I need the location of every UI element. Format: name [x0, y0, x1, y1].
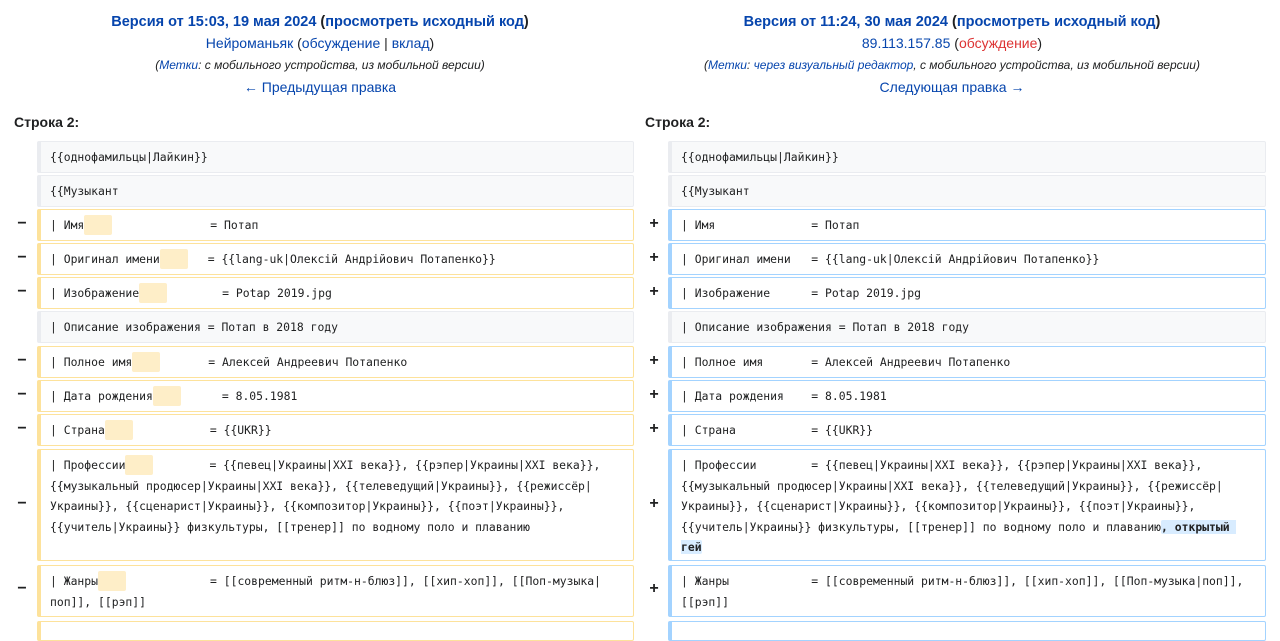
- new-tags-text: , с мобильного устройства, из мобильной версии: [913, 58, 1196, 72]
- old-line-number: Строка 2:: [14, 114, 80, 130]
- deleted-line-cell: [37, 380, 634, 412]
- added-line-cell: [668, 621, 1266, 641]
- minus-marker: −: [17, 495, 27, 512]
- deleted-line-cell: [37, 209, 634, 241]
- added-line-cell: | Жанры = [[современный ритм-н-блюз]], [[хип-хоп]], [[Поп-музыка|поп]], [[рэп]]: [668, 565, 1266, 617]
- param-name: | Изображение: [50, 286, 140, 300]
- param-value: = Потап: [210, 218, 259, 232]
- old-revision-title: Версия от 15:03, 19 мая 2024 (просмотреть исходный код): [111, 14, 529, 30]
- deleted-whitespace: [160, 249, 188, 269]
- plus-marker: +: [649, 283, 659, 300]
- deleted-whitespace: [132, 352, 160, 372]
- deleted-whitespace: [139, 283, 167, 303]
- old-user-link[interactable]: Нейроманьяк: [205, 35, 294, 51]
- old-user-talk-link[interactable]: обсуждение: [301, 35, 381, 51]
- plus-marker: +: [649, 420, 659, 437]
- old-tags-text: : с мобильного устройства, из мобильной версии: [198, 58, 481, 72]
- plus-marker: +: [649, 386, 659, 403]
- param-value: = {{UKR}}: [209, 423, 272, 437]
- deleted-whitespace: [98, 571, 126, 591]
- added-line-cell: | Страна = {{UKR}}: [668, 414, 1266, 446]
- context-cell-new: | Описание изображения = Потап в 2018 году: [668, 311, 1266, 343]
- param-name: | Оригинал имени: [50, 252, 160, 266]
- new-user-ip-link[interactable]: 89.113.157.85: [861, 35, 951, 51]
- param-name: | Профессии: [50, 458, 126, 472]
- new-line-number: Строка 2:: [645, 114, 711, 130]
- param-name: | Жанры: [50, 574, 99, 588]
- deleted-line-cell: [37, 346, 634, 378]
- old-revision-date-link[interactable]: Версия от 15:03, 19 мая 2024: [111, 14, 317, 30]
- context-cell-old: {{однофамильцы|Лайкин}}: [37, 141, 634, 173]
- param-value: = Potap 2019.jpg: [222, 286, 332, 300]
- new-view-source-link[interactable]: просмотреть исходный код: [956, 14, 1156, 30]
- plus-marker: +: [649, 580, 659, 597]
- added-line-cell: [668, 449, 1266, 561]
- minus-marker: −: [17, 215, 27, 232]
- old-user-contrib-link[interactable]: вклад: [391, 35, 430, 51]
- added-line-cell: | Полное имя = Алексей Андреевич Потапенко: [668, 346, 1266, 378]
- param-value: = [[современный ритм-н-блюз]], [[хип-хоп]], [[Поп-музыка|поп]], [[рэп]]: [50, 574, 601, 609]
- minus-marker: −: [17, 283, 27, 300]
- old-revision-header: [0, 0, 640, 98]
- old-revision-tags: (Метки: с мобильного устройства, из мобильной версии): [155, 58, 485, 72]
- minus-marker: −: [17, 249, 27, 266]
- plus-marker: +: [649, 352, 659, 369]
- visual-editor-tag-link[interactable]: через визуальный редактор: [753, 58, 914, 72]
- added-line-cell: | Изображение = Potap 2019.jpg: [668, 277, 1266, 309]
- added-line-cell: | Имя = Потап: [668, 209, 1266, 241]
- new-revision-date-link[interactable]: Версия от 11:24, 30 мая 2024: [743, 14, 948, 30]
- minus-marker: −: [17, 420, 27, 437]
- deleted-whitespace: [125, 455, 153, 475]
- param-name: | Страна: [50, 423, 105, 437]
- new-tags-link[interactable]: Метки: [708, 58, 747, 72]
- new-revision-user: 89.113.157.85 (обсуждение): [861, 35, 1043, 51]
- param-name: | Имя: [50, 218, 85, 232]
- deleted-line-cell: [37, 449, 634, 561]
- old-tags-link[interactable]: Метки: [159, 58, 199, 72]
- new-user-talk-link[interactable]: обсуждение: [958, 35, 1038, 51]
- deleted-line-cell: [37, 277, 634, 309]
- added-line-text: | Профессии = {{певец|Украины|XXI века}}, {{рэпер|Украины|XXI века}}, {{музыкальный продюсер|Украины|XXI века}}, {{телеведущий|Украины}}, {{режиссёр|Украины}}, {{сценарист|Украины}}, {{композитор|Украины}}, {{поэт|Украины}}, {{учитель|Украины}} физкультуры, [[тренер]] по водному поло и плаванию: [681, 458, 1223, 534]
- param-value: = {{lang-uk|Олексій Андрійович Потапенко}}: [207, 252, 496, 266]
- param-value: = 8.05.1981: [221, 389, 298, 403]
- param-name: | Полное имя: [50, 355, 133, 369]
- old-view-source-link[interactable]: просмотреть исходный код: [325, 14, 524, 30]
- deleted-line-cell: [37, 621, 634, 641]
- param-name: | Дата рождения: [50, 389, 153, 403]
- deleted-whitespace: [84, 215, 112, 235]
- plus-marker: +: [649, 249, 659, 266]
- deleted-line-cell: [37, 565, 634, 617]
- deleted-whitespace: [105, 420, 133, 440]
- minus-marker: −: [17, 352, 27, 369]
- added-line-cell: | Оригинал имени = {{lang-uk|Олексій Андрійович Потапенко}}: [668, 243, 1266, 275]
- param-value: = Алексей Андреевич Потапенко: [208, 355, 408, 369]
- context-cell-old: {{Музыкант: [37, 175, 634, 207]
- new-revision-tags: (Метки: через визуальный редактор, с мобильного устройства, из мобильной версии): [704, 58, 1200, 72]
- context-cell-old: | Описание изображения = Потап в 2018 году: [37, 311, 634, 343]
- param-value: = {{певец|Украины|XXI века}}, {{рэпер|Украины|XXI века}}, {{музыкальный продюсер|Украины|XXI века}}, {{телеведущий|Украины}}, {{режиссёр|Украины}}, {{сценарист|Украины}}, {{композитор|Украины}}, {{поэт|Украины}}, {{учитель|Украины}} физкультуры, [[тренер]] по водному поло и плаванию: [50, 458, 608, 534]
- diff-header: [0, 0, 1280, 112]
- context-cell-new: {{Музыкант: [668, 175, 1266, 207]
- context-cell-new: {{однофамильцы|Лайкин}}: [668, 141, 1266, 173]
- deleted-line-cell: [37, 414, 634, 446]
- new-revision-header: [632, 0, 1272, 98]
- plus-marker: +: [649, 495, 659, 512]
- deleted-line-cell: [37, 243, 634, 275]
- minus-marker: −: [17, 580, 27, 597]
- old-revision-user: Нейроманьяк (обсуждение | вклад): [205, 35, 435, 51]
- inserted-text: , открытый гей: [681, 519, 1237, 554]
- previous-edit-link[interactable]: ← Предыдущая правка: [243, 79, 397, 95]
- plus-marker: +: [649, 215, 659, 232]
- next-edit-link[interactable]: Следующая правка →: [879, 79, 1025, 95]
- new-revision-title: Версия от 11:24, 30 мая 2024 (просмотреть исходный код): [743, 14, 1161, 30]
- deleted-whitespace: [153, 386, 181, 406]
- minus-marker: −: [17, 386, 27, 403]
- added-line-cell: | Дата рождения = 8.05.1981: [668, 380, 1266, 412]
